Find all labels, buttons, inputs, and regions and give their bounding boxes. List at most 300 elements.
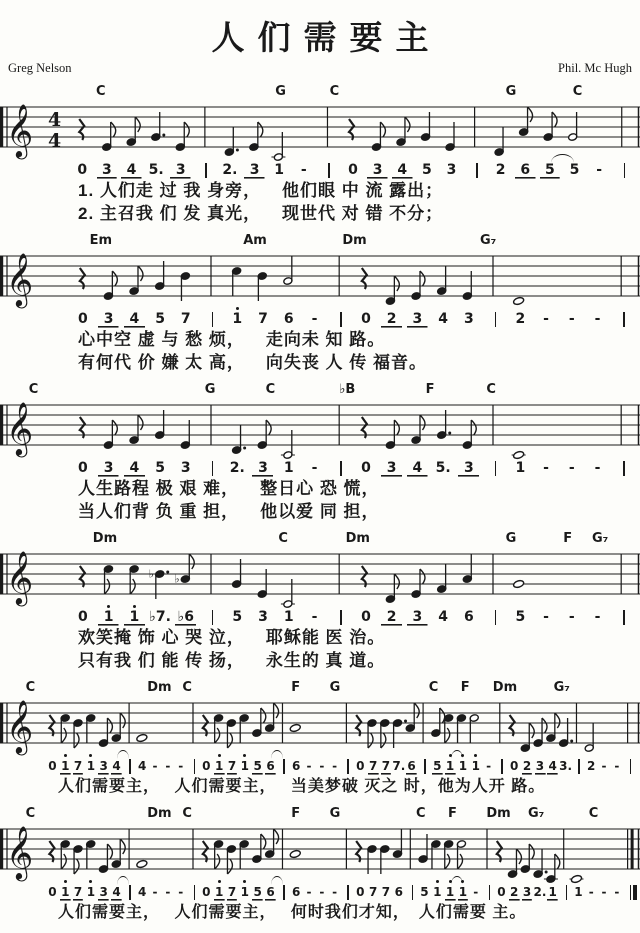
chord-label: F <box>563 531 573 546</box>
chord-label: C <box>486 382 496 397</box>
jianpu-note: 2. <box>222 162 238 178</box>
eighth-flag <box>394 276 399 291</box>
treble-clef-icon: 𝄞 <box>6 401 34 455</box>
chord-label: G <box>329 806 341 821</box>
eighth-flag <box>274 829 279 844</box>
system-2 <box>0 231 640 374</box>
system-start-barline <box>0 405 3 445</box>
jianpu-note: 1 <box>444 883 457 901</box>
jianpu-barline <box>482 883 495 901</box>
jianpu-note: 0 <box>361 609 371 625</box>
chord-label: Dm <box>147 680 172 695</box>
jianpu-note: 3 <box>533 757 546 775</box>
jianpu-note: 1 <box>238 757 251 775</box>
final-barline <box>631 829 634 869</box>
jianpu-dash: - <box>588 885 594 899</box>
system-1 <box>0 82 640 225</box>
jianpu-note: 7 <box>381 885 391 899</box>
augmentation-dot <box>166 571 169 574</box>
jianpu-note: 5 <box>569 162 580 178</box>
jianpu-dash: - <box>319 885 325 899</box>
chord-label: G <box>275 84 286 99</box>
chord-row <box>0 231 640 246</box>
lyrics-verse-1: 欢笑掩 饰 心 哭 泣， 耶稣能 医 治。 <box>78 628 386 647</box>
jianpu-note: 7 <box>368 885 378 899</box>
jianpu-note: 3. <box>559 759 573 773</box>
eighth-flag <box>112 271 117 286</box>
jianpu-note: 5 <box>421 162 432 178</box>
jianpu-dash: - <box>178 885 184 899</box>
jianpu-note: 0 <box>202 885 211 899</box>
jianpu-dash: - <box>614 885 620 899</box>
jianpu-barline <box>199 310 225 328</box>
eighth-flag <box>61 854 66 869</box>
jianpu-barline <box>482 310 508 328</box>
jianpu-dash: - <box>568 460 575 476</box>
chord-label: Am <box>243 233 267 248</box>
note-head <box>136 733 148 742</box>
jianpu-barline <box>187 757 200 775</box>
chord-label: G <box>329 680 341 695</box>
jianpu-dash: - <box>178 759 184 773</box>
chord-label: Dm <box>147 806 172 821</box>
eighth-flag <box>120 713 125 728</box>
jianpu-dash: - <box>594 460 601 476</box>
jianpu-note: 2 <box>495 162 506 178</box>
jianpu-note: 5 <box>538 161 563 179</box>
system-5 <box>0 678 640 798</box>
jianpu-note: 3 <box>379 459 405 477</box>
system-start-barline <box>0 554 3 594</box>
jianpu-note: 3 <box>242 161 267 179</box>
jianpu-note: 1 <box>546 883 559 901</box>
chord-label: C <box>25 806 36 821</box>
chord-label: C <box>278 531 288 546</box>
jianpu-note: 0 <box>77 460 88 476</box>
jianpu-note: 3 <box>456 459 482 477</box>
chord-label: C <box>329 84 340 99</box>
jianpu-dash: - <box>543 311 549 327</box>
jianpu-note: 4 <box>438 609 449 625</box>
chord-label: F <box>460 680 470 695</box>
eighth-flag <box>74 859 79 874</box>
jianpu-note: 5 <box>431 757 444 775</box>
jianpu-barline <box>623 757 636 775</box>
jianpu-note: 0 <box>510 759 519 773</box>
augmentation-dot <box>570 740 573 743</box>
eighth-flag <box>405 117 410 132</box>
jianpu-note: 2. <box>229 460 245 476</box>
jianpu-note: 2 <box>587 759 596 773</box>
jianpu-note: 2 <box>379 310 405 328</box>
jianpu-note: 5 <box>155 460 165 476</box>
jianpu-note: 6 <box>394 885 403 899</box>
jianpu-dash: - <box>543 609 549 625</box>
treble-clef-icon: 𝄞 <box>6 550 34 604</box>
eighth-flag <box>420 415 425 430</box>
eighth-flag <box>414 703 419 718</box>
jianpu-barline <box>277 883 290 901</box>
jianpu-note: 3 <box>96 459 122 477</box>
lyrics-verse-2: 2. 主召我 们 发 真光， 现世代 对 错 不分； <box>78 204 444 223</box>
chord-label: C <box>182 806 192 821</box>
jianpu-note: 0 <box>497 885 506 899</box>
chord-label: G₇ <box>480 233 497 248</box>
jianpu-note: 7. <box>392 759 406 773</box>
jianpu-note: 7 <box>72 757 85 775</box>
eighth-flag <box>458 854 463 869</box>
chord-row <box>0 678 640 693</box>
jianpu-note: 6 <box>283 311 294 327</box>
staff <box>0 544 640 606</box>
jianpu-note: 0 <box>348 162 358 178</box>
jianpu-dash: - <box>311 460 318 476</box>
jianpu-barline <box>495 757 508 775</box>
eighth-flag <box>112 420 117 435</box>
jianpu-dash: - <box>319 759 325 773</box>
note-head <box>513 579 525 588</box>
chord-label: Dm <box>92 531 118 546</box>
jianpu-note: 7 <box>367 757 380 775</box>
jianpu-note: 6 <box>464 609 474 625</box>
jianpu-note: 0 <box>48 885 57 899</box>
jianpu-note: 1 <box>96 608 122 626</box>
jianpu-note: 2 <box>379 608 405 626</box>
note-head <box>289 723 301 732</box>
jianpu-barline <box>327 310 353 328</box>
chord-label: Dm <box>342 233 367 248</box>
jianpu-note: 1 <box>444 757 457 775</box>
lyrics-verse-2: 有何代 价 嫌 太 高， 向失丧 人 传 福音。 <box>78 353 428 372</box>
eighth-flag <box>105 579 110 594</box>
eighth-flag <box>445 728 450 743</box>
jianpu-note: 1 <box>457 883 470 901</box>
chord-label: G <box>505 84 517 99</box>
jianpu-dash: - <box>332 759 338 773</box>
eighth-flag <box>61 728 66 743</box>
staff <box>0 97 640 159</box>
lyrics-verse-2: 当人们背 负 重 担， 他以爱 同 担， <box>78 502 380 521</box>
eighth-flag <box>555 854 560 869</box>
jianpu-note: 6 <box>291 759 301 773</box>
eighth-flag <box>440 708 445 723</box>
augmentation-dot <box>243 447 246 450</box>
jianpu-row <box>0 757 640 775</box>
chord-label: ♭B <box>339 382 356 397</box>
jianpu-note: 5. <box>435 460 451 476</box>
chord-row <box>0 529 640 544</box>
jianpu-row <box>0 883 640 901</box>
jianpu-dash: - <box>311 609 318 625</box>
time-signature-lower: 4 <box>48 130 62 152</box>
treble-clef-icon: 𝄞 <box>6 252 34 306</box>
jianpu-note: 1 <box>59 757 72 775</box>
jianpu-barline <box>316 161 341 179</box>
jianpu-note: 1 <box>224 310 250 328</box>
jianpu-note: ♭7. <box>149 609 171 625</box>
jianpu-note: 1 <box>121 608 147 626</box>
byline <box>0 61 640 76</box>
jianpu-note: 4 <box>138 759 147 773</box>
jianpu-note: 3 <box>365 161 390 179</box>
jianpu-barline <box>610 608 636 626</box>
jianpu-row <box>0 310 640 328</box>
jianpu-note: 3 <box>446 162 457 178</box>
jianpu-note: 3 <box>95 161 120 179</box>
jianpu-note: 1 <box>274 162 285 178</box>
treble-clef-icon: 𝄞 <box>6 825 34 879</box>
chord-label: C <box>182 680 192 695</box>
eighth-flag <box>516 849 521 864</box>
jianpu-note: 7 <box>258 311 268 327</box>
eighth-flag <box>274 703 279 718</box>
jianpu-dash: - <box>601 885 607 899</box>
eighth-flag <box>258 122 263 137</box>
jianpu-note: 1 <box>283 609 294 625</box>
composer-right: Phil. Mc Hugh <box>558 61 632 75</box>
system-6 <box>0 804 640 924</box>
jianpu-note: 1 <box>515 460 526 476</box>
chord-label: C <box>28 382 39 397</box>
jianpu-note: 1 <box>283 460 294 476</box>
chord-label: G₇ <box>528 806 545 821</box>
chord-label: Em <box>89 233 113 248</box>
jianpu-barline <box>572 757 585 775</box>
chord-row <box>0 804 640 819</box>
eighth-flag <box>74 733 79 748</box>
jianpu-note: 1 <box>238 883 251 901</box>
chord-label: Dm <box>345 531 370 546</box>
jianpu-dash: - <box>568 311 575 327</box>
jianpu-note: 0 <box>77 311 88 327</box>
augmentation-dot <box>236 149 239 152</box>
jianpu-note: 0 <box>77 162 88 178</box>
jianpu-dash: - <box>306 885 312 899</box>
jianpu-note: 2 <box>515 311 526 327</box>
jianpu-note: ♭6 <box>173 608 199 626</box>
chord-label: C <box>588 806 599 821</box>
jianpu-note: 4 <box>546 757 559 775</box>
eighth-flag <box>445 854 450 869</box>
eighth-flag <box>394 420 399 435</box>
jianpu-row <box>0 161 640 179</box>
staff <box>0 246 640 308</box>
chord-label: Dm <box>486 806 511 821</box>
chord-label: F <box>425 382 435 397</box>
jianpu-note: 3 <box>405 310 431 328</box>
lyrics-verse-1: 心中空 虚 与 愁 烦， 走向未 知 路。 <box>78 330 386 349</box>
jianpu-note: 5 <box>515 609 526 625</box>
eighth-flag <box>528 107 533 122</box>
jianpu-note: 7 <box>226 757 239 775</box>
staff <box>0 693 640 755</box>
augmentation-dot <box>162 134 165 137</box>
jianpu-note: 3 <box>521 883 534 901</box>
jianpu-barline <box>277 757 290 775</box>
jianpu-barline <box>610 459 636 477</box>
chord-label: C <box>572 84 583 99</box>
jianpu-barline <box>610 310 636 328</box>
jianpu-dash: - <box>300 162 307 178</box>
jianpu-note: 0 <box>202 759 211 773</box>
jianpu-note: 7 <box>380 757 393 775</box>
jianpu-dash: - <box>614 759 620 773</box>
jianpu-note: 6 <box>264 757 277 775</box>
eighth-flag <box>189 554 194 569</box>
jianpu-dash: - <box>152 759 158 773</box>
jianpu-dash: - <box>594 311 601 327</box>
jianpu-barline <box>327 459 353 477</box>
jianpu-note: 0 <box>361 460 371 476</box>
flat-sign: ♭ <box>148 568 154 581</box>
jianpu-note: 3 <box>96 310 122 328</box>
jianpu-barline <box>341 757 354 775</box>
chord-label: F <box>448 806 457 821</box>
jianpu-note: 4 <box>121 310 147 328</box>
eighth-flag <box>420 271 425 286</box>
jianpu-barline <box>405 883 418 901</box>
treble-clef-icon: 𝄞 <box>6 103 34 157</box>
jianpu-note: 6 <box>405 757 418 775</box>
jianpu-note: 7 <box>180 311 191 327</box>
eighth-flag <box>107 844 112 859</box>
jianpu-row <box>0 608 640 626</box>
augmentation-dot <box>448 432 451 435</box>
jianpu-note: 6 <box>513 161 538 179</box>
jianpu-note: 6 <box>291 885 301 899</box>
staff <box>0 395 640 457</box>
jianpu-note: 5. <box>148 162 164 178</box>
eighth-flag <box>471 420 476 435</box>
eighth-flag <box>120 839 125 854</box>
jianpu-note: 0 <box>361 311 371 327</box>
jianpu-barline <box>199 608 225 626</box>
augmentation-dot <box>545 871 548 874</box>
chord-label: C <box>428 680 439 695</box>
eighth-flag <box>552 112 557 127</box>
jianpu-note: 4 <box>121 459 147 477</box>
jianpu-note: 1 <box>213 757 226 775</box>
jianpu-note: 2 <box>508 883 521 901</box>
system-start-barline <box>0 703 3 743</box>
eighth-flag <box>138 266 143 281</box>
jianpu-dash: - <box>332 885 338 899</box>
page-title: 人们需要主 <box>211 19 442 56</box>
eighth-flag <box>215 854 220 869</box>
jianpu-note: 2 <box>521 757 534 775</box>
note-head <box>289 849 301 858</box>
jianpu-barline <box>464 161 489 179</box>
chord-label: C <box>416 806 426 821</box>
flat-sign: ♭ <box>174 573 180 586</box>
lyrics-refrain: 人们需要主， 人们需要主， 何时我们才知， 人们需要 主。 <box>58 904 527 921</box>
jianpu-note: 4 <box>119 161 144 179</box>
eighth-flag <box>135 117 140 132</box>
jianpu-dash: - <box>596 162 602 178</box>
eighth-flag <box>380 122 385 137</box>
jianpu-barline <box>611 161 636 179</box>
jianpu-note: 1 <box>457 757 470 775</box>
jianpu-note: 0 <box>77 609 88 625</box>
jianpu-note: 3 <box>258 609 268 625</box>
augmentation-dot <box>404 720 407 723</box>
eighth-flag <box>555 713 560 728</box>
eighth-flag <box>227 733 232 748</box>
eighth-flag <box>542 718 547 733</box>
jianpu-note: 0 <box>356 759 365 773</box>
jianpu-note: 3 <box>97 883 110 901</box>
jianpu-note: 7 <box>226 883 239 901</box>
chord-label: C <box>265 382 276 397</box>
chord-label: Dm <box>492 680 518 695</box>
chord-label: F <box>291 806 301 821</box>
jianpu-note: 6 <box>264 883 277 901</box>
eighth-flag <box>394 574 399 589</box>
chord-label: G₇ <box>553 680 570 695</box>
jianpu-barline <box>341 883 354 901</box>
jianpu-dash: - <box>594 609 601 625</box>
jianpu-note: 5 <box>232 609 243 625</box>
chord-label: G₇ <box>592 531 609 546</box>
jianpu-barline <box>327 608 353 626</box>
jianpu-note: 7 <box>72 883 85 901</box>
eighth-flag <box>266 420 271 435</box>
jianpu-barline <box>193 161 218 179</box>
jianpu-note: 5 <box>155 311 165 327</box>
jianpu-note: 4 <box>405 459 431 477</box>
jianpu-dash: - <box>568 609 575 625</box>
eighth-flag <box>368 733 373 748</box>
jianpu-note: 1 <box>574 885 583 899</box>
jianpu-note: 3 <box>464 311 474 327</box>
jianpu-note: 4 <box>438 311 449 327</box>
time-signature-upper: 4 <box>48 109 62 131</box>
jianpu-note: 1 <box>59 883 72 901</box>
jianpu-row <box>0 459 640 477</box>
jianpu-dash: - <box>311 311 318 327</box>
jianpu-note: 5 <box>420 885 429 899</box>
jianpu-dash: - <box>165 885 171 899</box>
eighth-flag <box>130 579 135 594</box>
system-3 <box>0 380 640 523</box>
jianpu-note: 0 <box>356 885 365 899</box>
system-start-barline <box>0 829 3 869</box>
eighth-flag <box>420 569 425 584</box>
jianpu-barline <box>187 883 200 901</box>
lyrics-verse-1: 1. 人们走 过 我 身旁， 他们眼 中 流 露出； <box>78 181 444 200</box>
jianpu-note: 3 <box>405 608 431 626</box>
chord-label: C <box>96 84 106 99</box>
eighth-flag <box>529 723 534 738</box>
jianpu-dash: - <box>601 759 607 773</box>
eighth-flag <box>107 718 112 733</box>
jianpu-note: 4 <box>390 161 415 179</box>
eighth-flag <box>138 415 143 430</box>
jianpu-barline <box>559 883 572 901</box>
jianpu-note: 2. <box>533 885 547 899</box>
eighth-flag <box>261 708 266 723</box>
lyrics-verse-1: 人生路程 极 艰 难， 整日心 恐 慌， <box>78 479 380 498</box>
jianpu-dash: - <box>152 885 158 899</box>
jianpu-note: 1 <box>469 757 482 775</box>
jianpu-note: 3 <box>180 460 191 476</box>
jianpu-note: 4 <box>110 757 123 775</box>
jianpu-barline <box>623 883 636 901</box>
jianpu-note: 4 <box>138 885 147 899</box>
jianpu-note: 1 <box>84 883 97 901</box>
jianpu-barline <box>482 608 508 626</box>
jianpu-note: 5 <box>251 883 264 901</box>
